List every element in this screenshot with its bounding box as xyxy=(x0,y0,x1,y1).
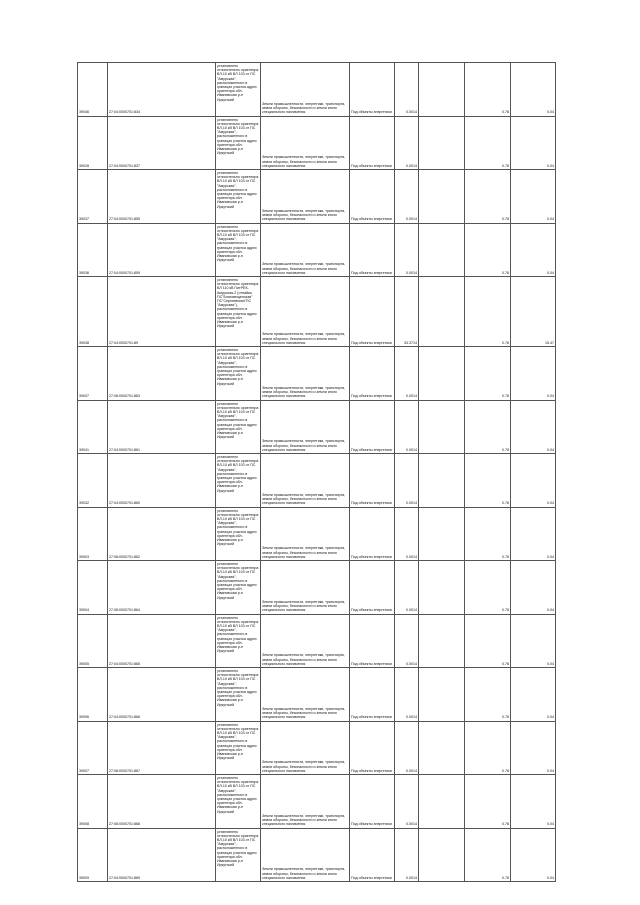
cell-amount: 0.04 xyxy=(511,614,556,668)
cell-land-category: Земли промышленности, энергетики, транспорта, земли обороны, безопасности и земли иного специального назначения xyxy=(261,63,350,117)
table-row xyxy=(78,223,556,277)
cell-cadastral-number: 27:04:0000701:859 xyxy=(108,223,216,277)
cell-area: 0.0014 xyxy=(395,223,419,277)
cell-rate: 0.78 xyxy=(465,507,511,561)
cell-id: 39003 xyxy=(78,507,108,561)
cell-rate: 0.78 xyxy=(465,116,511,170)
cell-permitted-use: Под объекты энергетики xyxy=(350,170,395,224)
cell-value-1 xyxy=(419,721,465,775)
table-row xyxy=(78,614,556,668)
table-row xyxy=(78,116,556,170)
cell-area: 33.3714 xyxy=(395,277,419,347)
cell-cadastral-number: 27:04:0000701:834 xyxy=(108,63,216,117)
cell-id: 39007 xyxy=(78,721,108,775)
cell-location-description: установлено относительно ориентира ВЛ-10 кВ ВЛ 103 от ПС "Амурская", расположенного в границах участка адрес ориентира обл. Ивановская р-н Иркутский xyxy=(216,561,261,615)
cell-id: 39038 xyxy=(78,277,108,347)
cell-land-category: Земли промышленности, энергетики, транспорта, земли обороны, безопасности и земли иного специального назначения xyxy=(261,721,350,775)
cell-amount: 0.04 xyxy=(511,668,556,722)
cell-land-category: Земли промышленности, энергетики, транспорта, земли обороны, безопасности и земли иного специального назначения xyxy=(261,775,350,829)
cell-location-description: установлено относительно ориентира ВЛ-10 кВ ВЛ 103 от ПС "Амурская", расположенного в границах участка адрес ориентира обл. Ивановская р-н Иркутский xyxy=(216,400,261,454)
cell-value-1 xyxy=(419,400,465,454)
cell-id: 39036 xyxy=(78,223,108,277)
cell-area: 0.0014 xyxy=(395,400,419,454)
cell-land-category: Земли промышленности, энергетики, транспорта, земли обороны, безопасности и земли иного специального назначения xyxy=(261,347,350,401)
cell-cadastral-number: 27:04:0000701:837 xyxy=(108,116,216,170)
table-row xyxy=(78,170,556,224)
cell-value-1 xyxy=(419,828,465,882)
cell-area: 0.0014 xyxy=(395,828,419,882)
cell-land-category: Земли промышленности, энергетики, транспорta, земли обороны, безопасности и земли иного специального назначения xyxy=(261,614,350,668)
cell-land-category: Земли промышленности, энергетики, транспорта, земли обороны, безопасности и земли иного специального назначения xyxy=(261,170,350,224)
cell-land-category: Земли промышленности, энергетики, транспорта, земли обороны, безопасности и земли иного специального назначения xyxy=(261,668,350,722)
cell-permitted-use: Под объекты энергетики xyxy=(350,507,395,561)
cell-amount: 0.04 xyxy=(511,828,556,882)
cell-permitted-use: Под объекты энергетики xyxy=(350,223,395,277)
cell-amount: 0.04 xyxy=(511,507,556,561)
table-row xyxy=(78,561,556,615)
cell-amount: 0.04 xyxy=(511,223,556,277)
cell-amount: 0.04 xyxy=(511,63,556,117)
cell-id: 39007 xyxy=(78,347,108,401)
cell-value-1 xyxy=(419,347,465,401)
cell-location-description: установлено относительно ориентира ВЛ-10 кВ ВЛ 103 от ПС "Амурская", расположенного в границах участка адрес ориентира обл. Ивановская р-н Иркутский xyxy=(216,614,261,668)
cell-cadastral-number: 27:08:0000701:863 xyxy=(108,347,216,401)
cell-amount: 0.04 xyxy=(511,116,556,170)
cell-cadastral-number: 27:04:0000701:861 xyxy=(108,400,216,454)
cell-permitted-use: Под объекты энергетики xyxy=(350,400,395,454)
cell-location-description: установлено относительно ориентира ВЛ-10 кВ ВЛ 103 от ПС "Амурская", расположенного в границах участка адрес ориентира обл. Ивановская р-н Иркутский xyxy=(216,170,261,224)
cell-cadastral-number: 27:04:0000701:865 xyxy=(108,614,216,668)
cell-permitted-use: Под объекты энергетики xyxy=(350,277,395,347)
table-row xyxy=(78,277,556,347)
table-row xyxy=(78,63,556,117)
land-parcel-table xyxy=(77,62,556,882)
cell-location-description: установлено относительно ориентира ВЛ-10 кВ ВЛ 103 от ПС "Амурская", расположенного в границах участка адрес ориентира обл. Ивановская р-н Иркутский xyxy=(216,775,261,829)
cell-id: 39037 xyxy=(78,170,108,224)
cell-rate: 0.78 xyxy=(465,277,511,347)
cell-permitted-use: Под объекты энергетики xyxy=(350,614,395,668)
cell-cadastral-number: 27:04:0000701:89 xyxy=(108,277,216,347)
cell-amount: 0.04 xyxy=(511,347,556,401)
cell-rate: 0.78 xyxy=(465,400,511,454)
cell-value-1 xyxy=(419,277,465,347)
cell-land-category: Земли промышленности, энергетики, транспорта, земли обороны, безопасности и земли иного специального назначения xyxy=(261,828,350,882)
cell-cadastral-number: 27:04:0000701:866 xyxy=(108,668,216,722)
cell-land-category: Земли промышленности, энергетики, транспорта, земли обороны, безопасности и земли иного специального назначения xyxy=(261,507,350,561)
cell-value-1 xyxy=(419,775,465,829)
cell-value-1 xyxy=(419,116,465,170)
cell-id: 39004 xyxy=(78,561,108,615)
cell-land-category: Земли промышленности, энергетики, транспорта, земли обороны, безопасности и земли иного специального назначения xyxy=(261,277,350,347)
cell-permitted-use: Под объекты энергетики xyxy=(350,116,395,170)
cell-rate: 0.78 xyxy=(465,170,511,224)
cell-value-1 xyxy=(419,63,465,117)
cell-area: 0.0014 xyxy=(395,454,419,508)
cell-area: 0.0014 xyxy=(395,116,419,170)
cell-value-1 xyxy=(419,668,465,722)
cell-area: 0.0014 xyxy=(395,668,419,722)
cell-id: 39028 xyxy=(78,116,108,170)
cell-area: 0.0014 xyxy=(395,170,419,224)
cell-cadastral-number: 27:08:0000701:864 xyxy=(108,561,216,615)
cell-permitted-use: Под объекты энергетики xyxy=(350,561,395,615)
cell-location-description: установлено относительно ориентира ВЛ 110 кВ ПитРЕК-Амурская-2 (отпайка ПС"Благовещенская" ПС"Сергиевская"ПС "Амурская"), расположенного в границах участка адрес ориентира обл. Ивановская р-н Иркутский xyxy=(216,277,261,347)
cell-location-description: установлено относительно ориентира ВЛ-10 кВ ВЛ 103 от ПС "Амурская", расположенного в границах участка адрес ориентира обл. Ивановская р-н Иркутский xyxy=(216,668,261,722)
cell-land-category: Земли промышленности, энергетики, транспорта, земли обороны, безопасности и земли иного специального назначения xyxy=(261,454,350,508)
table-row xyxy=(78,507,556,561)
table-row xyxy=(78,775,556,829)
cell-location-description: установлено относительно ориентира ВЛ-10 кВ ВЛ 103 от ПС "Амурская", расположенного в границах участка адрес ориентира обл. Ивановская р-н Иркутский xyxy=(216,347,261,401)
cell-value-1 xyxy=(419,561,465,615)
cell-rate: 0.78 xyxy=(465,668,511,722)
cell-location-description: установлено относительно ориентира ВЛ-10 кВ ВЛ 103 от ПС "Амурская", расположенного в границах участка адрес ориентира обл. Ивановская р-н Иркутский xyxy=(216,454,261,508)
cell-rate: 0.78 xyxy=(465,561,511,615)
cell-cadastral-number: 27:08:0000701:867 xyxy=(108,721,216,775)
cell-area: 0.0014 xyxy=(395,347,419,401)
cell-location-description: установлено относительно ориентира ВЛ-10 кВ ВЛ 103 от ПС "Амурская", расположенного в границах участка адрес ориентира обл. Ивановская р-н Иркутский xyxy=(216,507,261,561)
cell-rate: 0.78 xyxy=(465,721,511,775)
cell-amount: 15.47 xyxy=(511,277,556,347)
cell-id: 39008 xyxy=(78,775,108,829)
cell-location-description: установлено относительно ориентира ВЛ-10 кВ ВЛ 103 от ПС "Амурская", расположенного в границах участка адрес ориентира обл. Ивановская р-н Иркутский xyxy=(216,721,261,775)
cell-id: 39005 xyxy=(78,614,108,668)
cell-amount: 0.04 xyxy=(511,561,556,615)
cell-permitted-use: Под объекты энергетики xyxy=(350,454,395,508)
cell-permitted-use: Под объекты энергетики xyxy=(350,63,395,117)
cell-id: 39006 xyxy=(78,668,108,722)
cell-permitted-use: Под объекты энергетики xyxy=(350,828,395,882)
cell-cadastral-number: 27:08:0000701:862 xyxy=(108,507,216,561)
cell-amount: 0.04 xyxy=(511,400,556,454)
cell-area: 0.0014 xyxy=(395,721,419,775)
table-row xyxy=(78,668,556,722)
cell-value-1 xyxy=(419,507,465,561)
cell-rate: 0.78 xyxy=(465,347,511,401)
cell-id: 39009 xyxy=(78,828,108,882)
cell-rate: 0.78 xyxy=(465,63,511,117)
cell-id: 39046 xyxy=(78,63,108,117)
cell-id: 39032 xyxy=(78,454,108,508)
cell-area: 0.0014 xyxy=(395,561,419,615)
cell-location-description: установлено относительно ориентира ВЛ-10 кВ ВЛ 103 от ПС "Амурская", расположенного в границах участка адрес ориентира обл. Ивановская р-н Иркутский xyxy=(216,116,261,170)
cell-cadastral-number: 27:04:0000701:860 xyxy=(108,454,216,508)
cell-value-1 xyxy=(419,614,465,668)
table-row xyxy=(78,347,556,401)
cell-cadastral-number: 27:04:0000701:855 xyxy=(108,170,216,224)
cell-rate: 0.78 xyxy=(465,223,511,277)
cell-rate: 0.78 xyxy=(465,614,511,668)
cell-id: 39041 xyxy=(78,400,108,454)
cell-land-category: Земли промышленности, энергетики, транспорта, земли обороны, безопасности и земли иного специального назначения xyxy=(261,561,350,615)
cell-permitted-use: Под объекты энергетики xyxy=(350,775,395,829)
cell-rate: 0.78 xyxy=(465,828,511,882)
cell-permitted-use: Под объекты энергетики xyxy=(350,347,395,401)
cell-area: 0.0014 xyxy=(395,63,419,117)
cell-permitted-use: Под объекты энергетики xyxy=(350,721,395,775)
cell-area: 0.0014 xyxy=(395,775,419,829)
cell-area: 0.0014 xyxy=(395,507,419,561)
cell-value-1 xyxy=(419,223,465,277)
cell-amount: 0.04 xyxy=(511,775,556,829)
cell-land-category: Земли промышленности, энергетики, транспорта, земли обороны, безопасности и земли иного специального назначения xyxy=(261,223,350,277)
table-row xyxy=(78,828,556,882)
cell-amount: 0.04 xyxy=(511,454,556,508)
table-row xyxy=(78,454,556,508)
cell-cadastral-number: 27:08:0000701:868 xyxy=(108,775,216,829)
cell-location-description: установлено относительно ориентира ВЛ-10 кВ ВЛ 103 от ПС "Амурская", расположенного в границах участка адрес ориентира обл. Ивановская р-н Иркутский xyxy=(216,223,261,277)
cell-rate: 0.78 xyxy=(465,454,511,508)
cell-land-category: Земли промышленности, энергетики, транспорта, земли обороны, безопасности и земли иного специального назначения xyxy=(261,400,350,454)
cell-location-description: установлено относительно ориентира ВЛ-10 кВ ВЛ 103 от ПС "Амурская", расположенного в границах участка адрес ориентира обл. Ивановская р-н Иркутский xyxy=(216,63,261,117)
cell-area: 0.0014 xyxy=(395,614,419,668)
cell-permitted-use: Под объекты энергетики xyxy=(350,668,395,722)
cell-value-1 xyxy=(419,170,465,224)
cell-location-description: установлено относительно ориентира ВЛ-10 кВ ВЛ 103 от ПС "Амурская", расположенного в границах участка адрес ориентира обл. Ивановская р-н Иркутский xyxy=(216,828,261,882)
table-row xyxy=(78,721,556,775)
table-row xyxy=(78,400,556,454)
cell-land-category: Земли промышленности, энергетики, транспорта, земли обороны, безопасности и земли иного специального назначения xyxy=(261,116,350,170)
cell-amount: 0.04 xyxy=(511,721,556,775)
cell-value-1 xyxy=(419,454,465,508)
cell-rate: 0.78 xyxy=(465,775,511,829)
cell-cadastral-number: 27:04:0000701:869 xyxy=(108,828,216,882)
cell-amount: 0.04 xyxy=(511,170,556,224)
